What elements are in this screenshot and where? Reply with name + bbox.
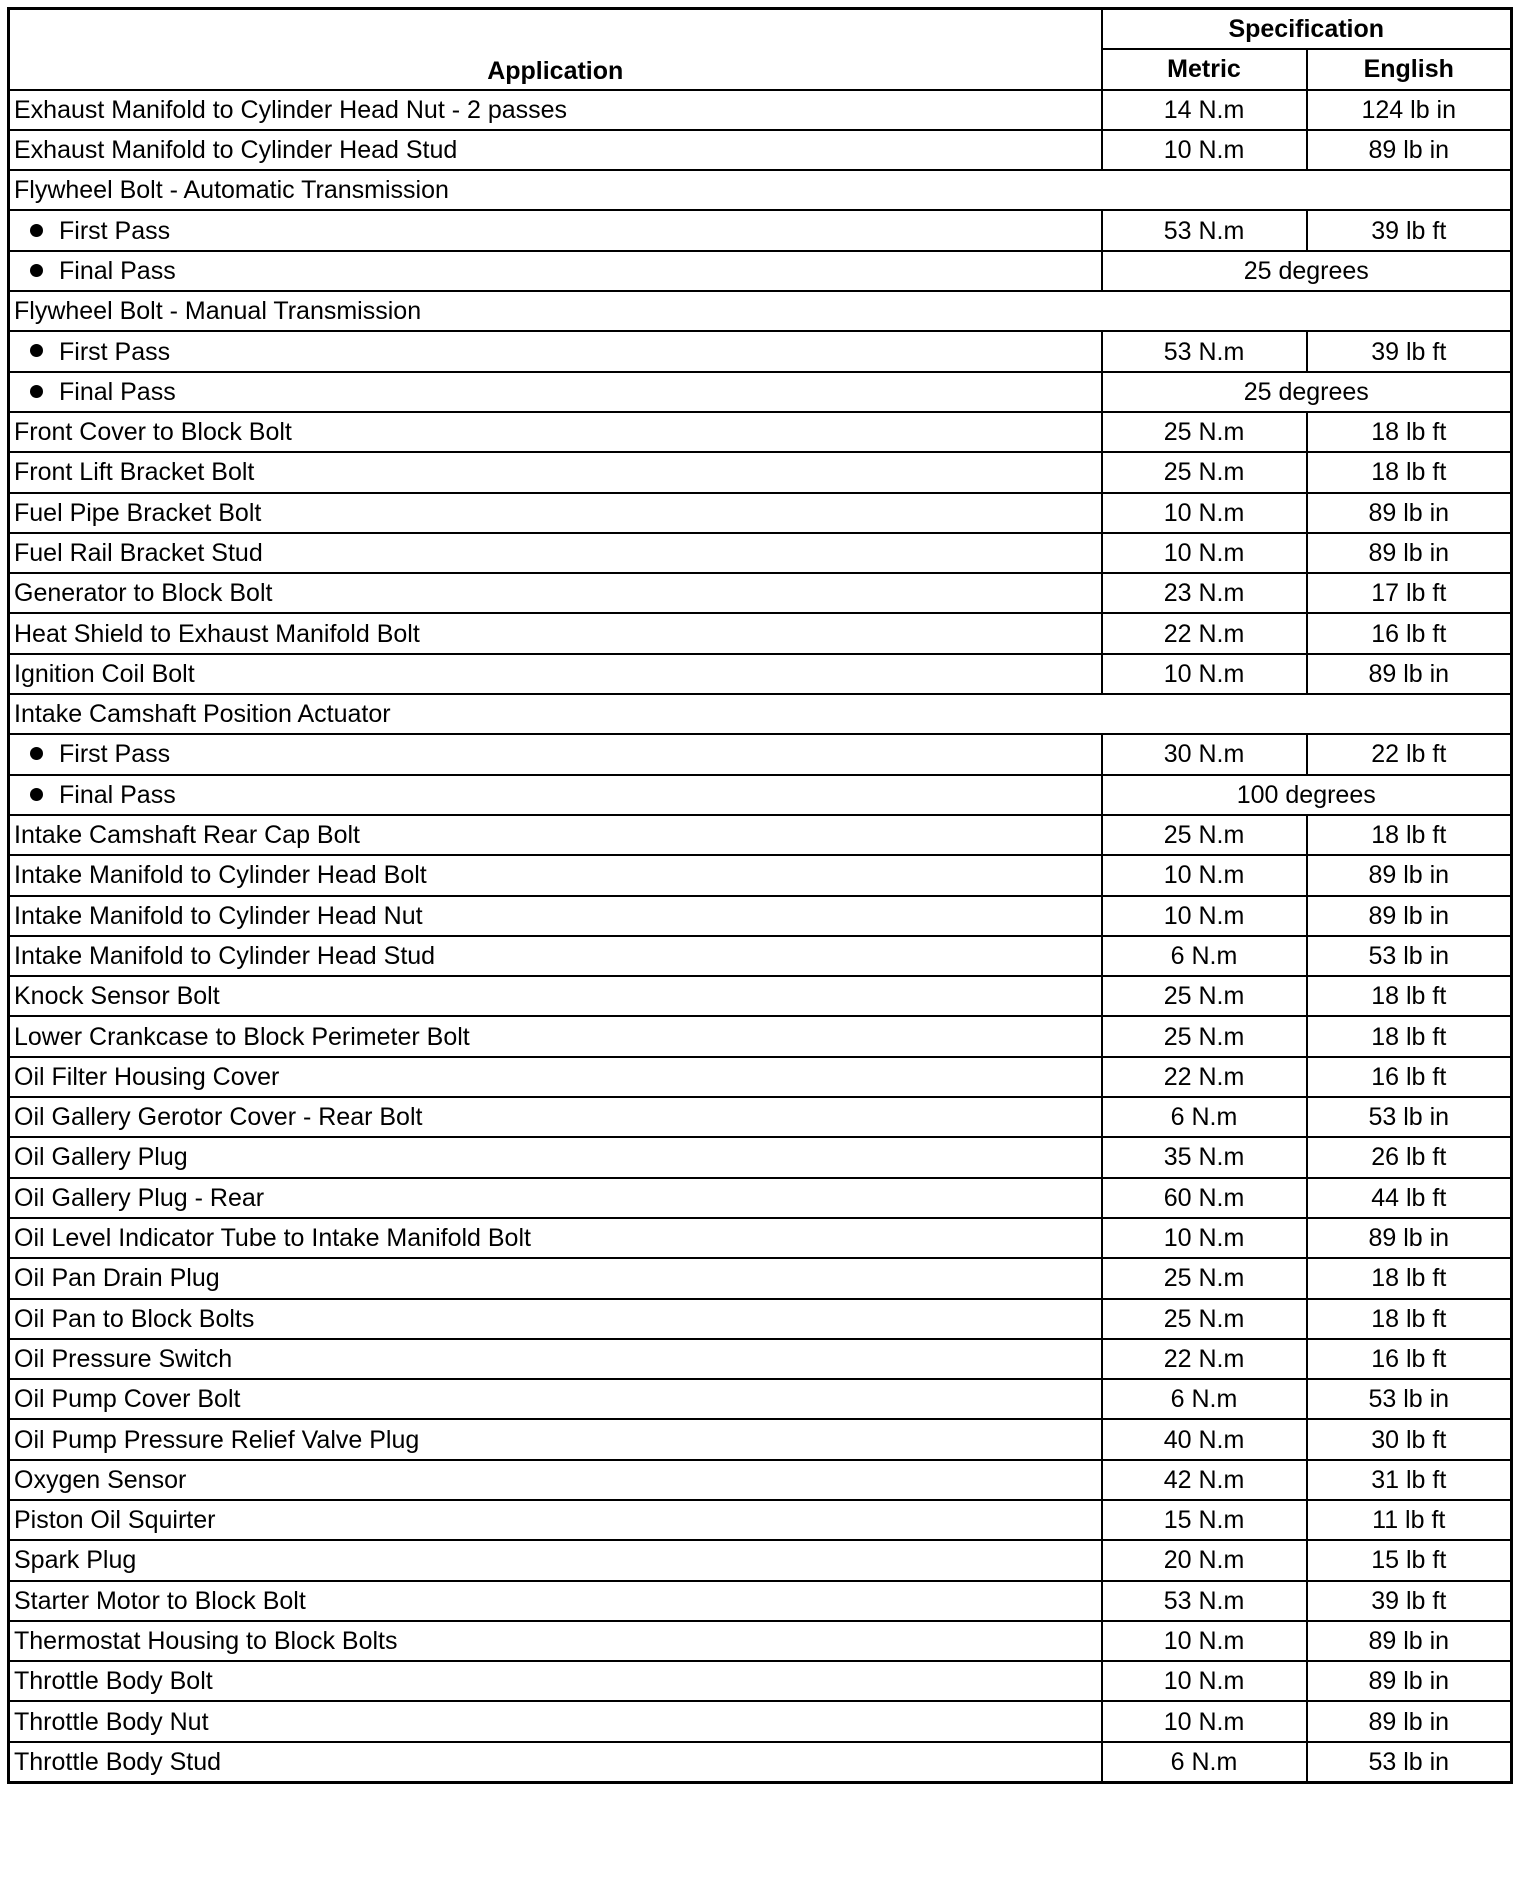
bullet-icon bbox=[30, 385, 43, 398]
metric-value-cell: 15 N.m bbox=[1102, 1500, 1307, 1540]
english-value-cell: 17 lb ft bbox=[1307, 573, 1512, 613]
table-row bbox=[9, 1742, 1512, 1783]
application-cell bbox=[9, 1339, 1102, 1379]
application-cell bbox=[9, 1581, 1102, 1621]
table-row bbox=[9, 251, 1512, 291]
application-cell bbox=[9, 654, 1102, 694]
application-cell bbox=[9, 1097, 1102, 1137]
torque-spec-table-container bbox=[7, 7, 1513, 1784]
application-cell bbox=[9, 613, 1102, 653]
metric-value-cell: 22 N.m bbox=[1102, 1339, 1307, 1379]
application-label: Throttle Body Bolt bbox=[14, 1667, 213, 1696]
metric-value-cell: 35 N.m bbox=[1102, 1137, 1307, 1177]
application-label: Thermostat Housing to Block Bolts bbox=[14, 1627, 398, 1656]
english-value-cell: 53 lb in bbox=[1307, 1379, 1512, 1419]
application-cell bbox=[9, 1621, 1102, 1661]
application-label: Oil Gallery Plug bbox=[14, 1143, 188, 1172]
application-cell bbox=[9, 331, 1102, 371]
table-row bbox=[9, 654, 1512, 694]
english-value-cell: 30 lb ft bbox=[1307, 1419, 1512, 1459]
metric-value-cell: 40 N.m bbox=[1102, 1419, 1307, 1459]
table-row bbox=[9, 1540, 1512, 1580]
metric-value-cell: 53 N.m bbox=[1102, 1581, 1307, 1621]
application-label: Intake Camshaft Rear Cap Bolt bbox=[14, 821, 360, 850]
table-row bbox=[9, 1621, 1512, 1661]
application-label: Fuel Pipe Bracket Bolt bbox=[14, 498, 262, 527]
application-cell bbox=[9, 533, 1102, 573]
application-cell bbox=[9, 1500, 1102, 1540]
english-value-cell: 22 lb ft bbox=[1307, 734, 1512, 774]
table-body bbox=[9, 90, 1512, 1783]
metric-value-cell: 23 N.m bbox=[1102, 573, 1307, 613]
english-value-cell: 16 lb ft bbox=[1307, 1057, 1512, 1097]
metric-value-cell: 10 N.m bbox=[1102, 1621, 1307, 1661]
metric-value-cell: 22 N.m bbox=[1102, 1057, 1307, 1097]
english-value-cell: 89 lb in bbox=[1307, 493, 1512, 533]
english-value-cell: 18 lb ft bbox=[1307, 1299, 1512, 1339]
application-label: First Pass bbox=[59, 337, 171, 366]
application-label: Exhaust Manifold to Cylinder Head Nut - 2 passes bbox=[14, 95, 568, 124]
table-row bbox=[9, 613, 1512, 653]
application-label: Final Pass bbox=[59, 780, 176, 809]
table-row bbox=[9, 331, 1512, 371]
application-label: Front Cover to Block Bolt bbox=[14, 418, 292, 447]
application-label: Generator to Block Bolt bbox=[14, 579, 273, 608]
bullet-icon bbox=[30, 747, 43, 760]
table-row bbox=[9, 976, 1512, 1016]
application-label: Oil Gallery Plug - Rear bbox=[14, 1183, 265, 1212]
application-label: First Pass bbox=[59, 216, 171, 245]
application-cell bbox=[9, 1742, 1102, 1783]
english-value-cell: 53 lb in bbox=[1307, 1097, 1512, 1137]
metric-value-cell: 25 N.m bbox=[1102, 1016, 1307, 1056]
application-cell bbox=[9, 1057, 1102, 1097]
metric-value-cell: 25 N.m bbox=[1102, 412, 1307, 452]
angle-value-cell: 25 degrees bbox=[1102, 251, 1512, 291]
table-header bbox=[9, 9, 1512, 90]
torque-spec-table bbox=[7, 7, 1513, 1784]
group-heading: Flywheel Bolt - Automatic Transmission bbox=[9, 170, 1512, 210]
english-value-cell: 16 lb ft bbox=[1307, 1339, 1512, 1379]
metric-value-cell: 53 N.m bbox=[1102, 210, 1307, 250]
english-value-cell: 11 lb ft bbox=[1307, 1500, 1512, 1540]
table-row bbox=[9, 896, 1512, 936]
table-row bbox=[9, 1258, 1512, 1298]
application-cell bbox=[9, 734, 1102, 774]
metric-value-cell: 25 N.m bbox=[1102, 1299, 1307, 1339]
header-metric: Metric bbox=[1102, 49, 1307, 89]
angle-value-cell: 100 degrees bbox=[1102, 775, 1512, 815]
table-row bbox=[9, 1379, 1512, 1419]
table-row bbox=[9, 1299, 1512, 1339]
application-cell bbox=[9, 130, 1102, 170]
metric-value-cell: 10 N.m bbox=[1102, 130, 1307, 170]
table-row bbox=[9, 1339, 1512, 1379]
application-label: First Pass bbox=[59, 740, 171, 769]
application-label: Oil Pan to Block Bolts bbox=[14, 1304, 255, 1333]
english-value-cell: 124 lb in bbox=[1307, 90, 1512, 130]
application-cell bbox=[9, 372, 1102, 412]
application-label: Oil Filter Housing Cover bbox=[14, 1062, 280, 1091]
table-row bbox=[9, 1137, 1512, 1177]
metric-value-cell: 10 N.m bbox=[1102, 1218, 1307, 1258]
application-label: Throttle Body Stud bbox=[14, 1747, 222, 1776]
english-value-cell: 89 lb in bbox=[1307, 855, 1512, 895]
english-value-cell: 16 lb ft bbox=[1307, 613, 1512, 653]
application-cell bbox=[9, 815, 1102, 855]
application-cell bbox=[9, 493, 1102, 533]
application-cell bbox=[9, 1178, 1102, 1218]
table-row bbox=[9, 412, 1512, 452]
application-label: Heat Shield to Exhaust Manifold Bolt bbox=[14, 619, 420, 648]
metric-value-cell: 10 N.m bbox=[1102, 654, 1307, 694]
application-cell bbox=[9, 1460, 1102, 1500]
application-label: Final Pass bbox=[59, 256, 176, 285]
table-row bbox=[9, 694, 1512, 734]
application-label: Intake Manifold to Cylinder Head Nut bbox=[14, 901, 423, 930]
bullet-icon bbox=[30, 224, 43, 237]
table-row bbox=[9, 1218, 1512, 1258]
table-row bbox=[9, 815, 1512, 855]
metric-value-cell: 14 N.m bbox=[1102, 90, 1307, 130]
metric-value-cell: 6 N.m bbox=[1102, 1097, 1307, 1137]
application-label: Intake Manifold to Cylinder Head Bolt bbox=[14, 861, 427, 890]
table-row bbox=[9, 936, 1512, 976]
english-value-cell: 18 lb ft bbox=[1307, 1258, 1512, 1298]
group-heading: Intake Camshaft Position Actuator bbox=[9, 694, 1512, 734]
application-cell bbox=[9, 1218, 1102, 1258]
bullet-icon bbox=[30, 264, 43, 277]
application-cell bbox=[9, 1016, 1102, 1056]
metric-value-cell: 6 N.m bbox=[1102, 936, 1307, 976]
table-row bbox=[9, 1178, 1512, 1218]
application-label: Oil Pump Cover Bolt bbox=[14, 1385, 241, 1414]
table-row bbox=[9, 1581, 1512, 1621]
angle-value-cell: 25 degrees bbox=[1102, 372, 1512, 412]
application-cell bbox=[9, 1540, 1102, 1580]
application-cell bbox=[9, 210, 1102, 250]
metric-value-cell: 25 N.m bbox=[1102, 976, 1307, 1016]
english-value-cell: 15 lb ft bbox=[1307, 1540, 1512, 1580]
application-label: Oil Level Indicator Tube to Intake Manifold Bolt bbox=[14, 1224, 531, 1253]
table-row bbox=[9, 90, 1512, 130]
header-application: Application bbox=[9, 9, 1102, 90]
metric-value-cell: 22 N.m bbox=[1102, 613, 1307, 653]
metric-value-cell: 25 N.m bbox=[1102, 452, 1307, 492]
header-row-top bbox=[9, 9, 1512, 50]
group-heading: Flywheel Bolt - Manual Transmission bbox=[9, 291, 1512, 331]
english-value-cell: 18 lb ft bbox=[1307, 452, 1512, 492]
application-label: Front Lift Bracket Bolt bbox=[14, 458, 255, 487]
english-value-cell: 18 lb ft bbox=[1307, 1016, 1512, 1056]
metric-value-cell: 6 N.m bbox=[1102, 1379, 1307, 1419]
bullet-icon bbox=[30, 788, 43, 801]
metric-value-cell: 25 N.m bbox=[1102, 815, 1307, 855]
application-cell bbox=[9, 896, 1102, 936]
metric-value-cell: 42 N.m bbox=[1102, 1460, 1307, 1500]
table-row bbox=[9, 573, 1512, 613]
metric-value-cell: 10 N.m bbox=[1102, 855, 1307, 895]
header-specification: Specification bbox=[1102, 9, 1512, 50]
table-row bbox=[9, 170, 1512, 210]
table-row bbox=[9, 1661, 1512, 1701]
application-cell bbox=[9, 1379, 1102, 1419]
application-label: Oil Pump Pressure Relief Valve Plug bbox=[14, 1425, 420, 1454]
english-value-cell: 31 lb ft bbox=[1307, 1460, 1512, 1500]
metric-value-cell: 25 N.m bbox=[1102, 1258, 1307, 1298]
application-label: Oil Gallery Gerotor Cover - Rear Bolt bbox=[14, 1103, 423, 1132]
header-english: English bbox=[1307, 49, 1512, 89]
table-row bbox=[9, 1097, 1512, 1137]
metric-value-cell: 10 N.m bbox=[1102, 533, 1307, 573]
metric-value-cell: 10 N.m bbox=[1102, 896, 1307, 936]
application-label: Lower Crankcase to Block Perimeter Bolt bbox=[14, 1022, 470, 1051]
english-value-cell: 89 lb in bbox=[1307, 896, 1512, 936]
table-row bbox=[9, 775, 1512, 815]
application-label: Oil Pressure Switch bbox=[14, 1344, 233, 1373]
application-cell bbox=[9, 251, 1102, 291]
english-value-cell: 89 lb in bbox=[1307, 1661, 1512, 1701]
application-cell bbox=[9, 412, 1102, 452]
english-value-cell: 18 lb ft bbox=[1307, 815, 1512, 855]
metric-value-cell: 60 N.m bbox=[1102, 1178, 1307, 1218]
application-label: Knock Sensor Bolt bbox=[14, 982, 220, 1011]
metric-value-cell: 30 N.m bbox=[1102, 734, 1307, 774]
english-value-cell: 89 lb in bbox=[1307, 654, 1512, 694]
table-row bbox=[9, 1460, 1512, 1500]
application-cell bbox=[9, 1137, 1102, 1177]
table-row bbox=[9, 291, 1512, 331]
table-row bbox=[9, 210, 1512, 250]
application-label: Spark Plug bbox=[14, 1546, 137, 1575]
table-row bbox=[9, 372, 1512, 412]
table-row bbox=[9, 734, 1512, 774]
table-row bbox=[9, 1057, 1512, 1097]
application-cell bbox=[9, 1258, 1102, 1298]
application-cell bbox=[9, 1661, 1102, 1701]
application-cell bbox=[9, 1701, 1102, 1741]
metric-value-cell: 10 N.m bbox=[1102, 1701, 1307, 1741]
metric-value-cell: 53 N.m bbox=[1102, 331, 1307, 371]
table-row bbox=[9, 1419, 1512, 1459]
application-cell bbox=[9, 1299, 1102, 1339]
english-value-cell: 89 lb in bbox=[1307, 1701, 1512, 1741]
table-row bbox=[9, 1500, 1512, 1540]
table-row bbox=[9, 493, 1512, 533]
table-row bbox=[9, 452, 1512, 492]
english-value-cell: 39 lb ft bbox=[1307, 331, 1512, 371]
application-label: Exhaust Manifold to Cylinder Head Stud bbox=[14, 136, 458, 165]
application-label: Ignition Coil Bolt bbox=[14, 659, 195, 688]
metric-value-cell: 6 N.m bbox=[1102, 1742, 1307, 1783]
application-label: Oil Pan Drain Plug bbox=[14, 1264, 220, 1293]
application-label: Oxygen Sensor bbox=[14, 1465, 187, 1494]
application-label: Intake Manifold to Cylinder Head Stud bbox=[14, 941, 436, 970]
metric-value-cell: 10 N.m bbox=[1102, 493, 1307, 533]
english-value-cell: 26 lb ft bbox=[1307, 1137, 1512, 1177]
application-cell bbox=[9, 936, 1102, 976]
table-row bbox=[9, 1701, 1512, 1741]
application-label: Final Pass bbox=[59, 377, 176, 406]
english-value-cell: 53 lb in bbox=[1307, 1742, 1512, 1783]
application-cell bbox=[9, 976, 1102, 1016]
english-value-cell: 89 lb in bbox=[1307, 1621, 1512, 1661]
metric-value-cell: 20 N.m bbox=[1102, 1540, 1307, 1580]
english-value-cell: 18 lb ft bbox=[1307, 412, 1512, 452]
english-value-cell: 53 lb in bbox=[1307, 936, 1512, 976]
application-cell bbox=[9, 452, 1102, 492]
application-label: Fuel Rail Bracket Stud bbox=[14, 539, 263, 567]
table-row bbox=[9, 130, 1512, 170]
application-cell bbox=[9, 775, 1102, 815]
application-label: Throttle Body Nut bbox=[14, 1707, 209, 1736]
application-label: Piston Oil Squirter bbox=[14, 1506, 216, 1535]
table-row bbox=[9, 855, 1512, 895]
english-value-cell: 44 lb ft bbox=[1307, 1178, 1512, 1218]
application-cell bbox=[9, 573, 1102, 613]
english-value-cell: 89 lb in bbox=[1307, 130, 1512, 170]
english-value-cell: 18 lb ft bbox=[1307, 976, 1512, 1016]
application-label: Starter Motor to Block Bolt bbox=[14, 1586, 306, 1615]
table-row bbox=[9, 533, 1512, 573]
english-value-cell: 39 lb ft bbox=[1307, 1581, 1512, 1621]
english-value-cell: 89 lb in bbox=[1307, 1218, 1512, 1258]
bullet-icon bbox=[30, 344, 43, 357]
english-value-cell: 89 lb in bbox=[1307, 533, 1512, 573]
metric-value-cell: 10 N.m bbox=[1102, 1661, 1307, 1701]
application-cell bbox=[9, 855, 1102, 895]
table-row bbox=[9, 1016, 1512, 1056]
application-cell bbox=[9, 90, 1102, 130]
english-value-cell: 39 lb ft bbox=[1307, 210, 1512, 250]
application-cell bbox=[9, 1419, 1102, 1459]
